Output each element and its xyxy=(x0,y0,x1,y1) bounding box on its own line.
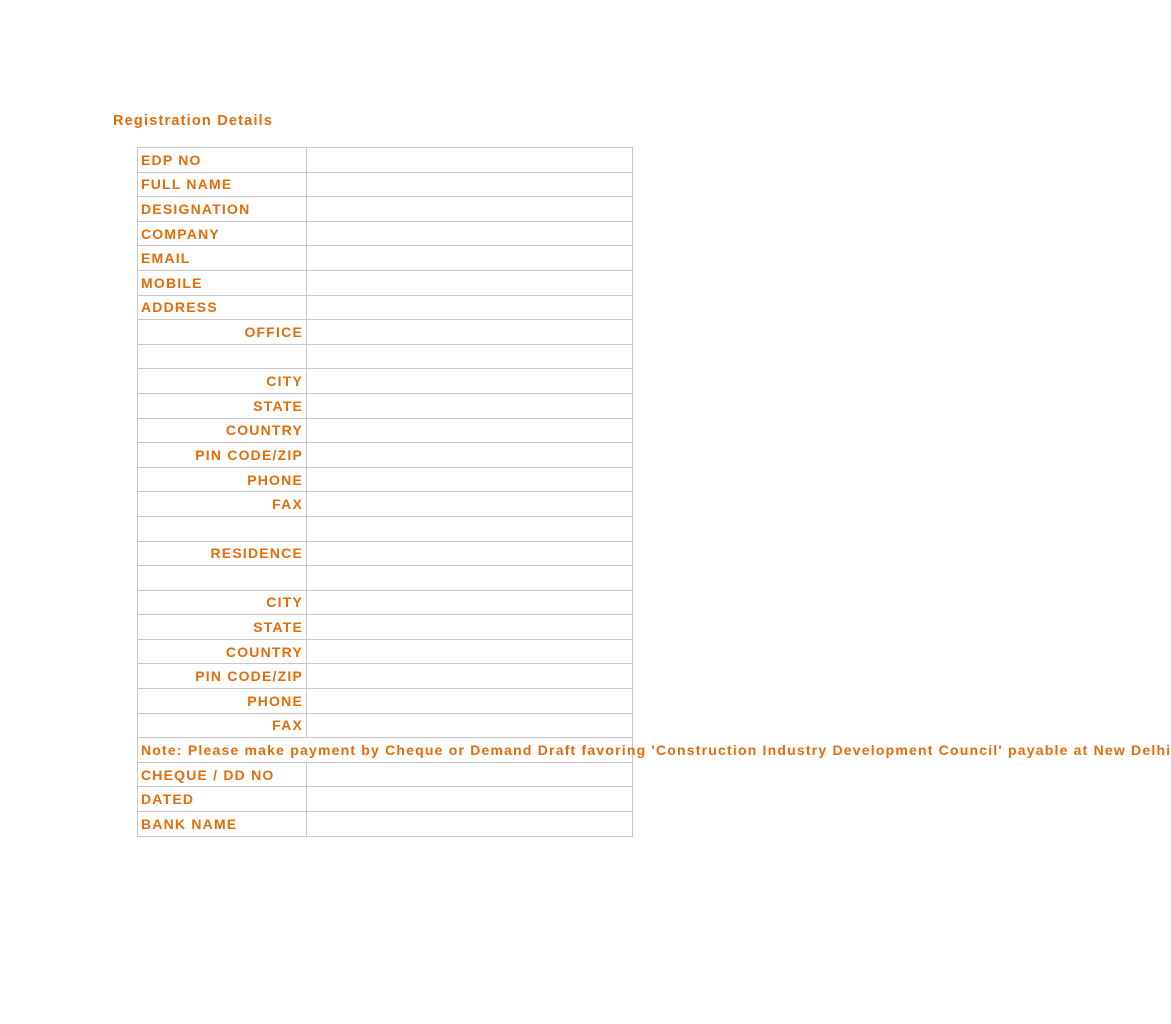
form-row-mobile xyxy=(138,270,633,295)
field-label-pin-code-zip: PIN CODE/ZIP xyxy=(138,664,307,689)
field-input-blank[interactable] xyxy=(307,516,633,541)
field-label-email: EMAIL xyxy=(138,246,307,271)
field-label-city: CITY xyxy=(138,590,307,615)
field-label-company: COMPANY xyxy=(138,221,307,246)
payment-note: Note: Please make payment by Cheque or Demand Draft favoring 'Construction Industry Development Council' payable at New Delhi xyxy=(138,738,633,763)
field-input-full-name[interactable] xyxy=(307,172,633,197)
field-label-country: COUNTRY xyxy=(138,639,307,664)
field-input-residence[interactable] xyxy=(307,541,633,566)
field-label-phone: PHONE xyxy=(138,467,307,492)
form-row-office xyxy=(138,320,633,345)
form-row-full-name xyxy=(138,172,633,197)
field-label-edp-no: EDP NO xyxy=(138,148,307,173)
field-label-bank-name: BANK NAME xyxy=(138,812,307,837)
field-input-state[interactable] xyxy=(307,615,633,640)
field-input-state[interactable] xyxy=(307,393,633,418)
form-row-pin-code-zip xyxy=(138,443,633,468)
field-input-blank[interactable] xyxy=(307,344,633,369)
registration-table-body xyxy=(138,148,1171,837)
form-row-email xyxy=(138,246,633,271)
form-row-residence xyxy=(138,541,633,566)
field-input-phone[interactable] xyxy=(307,689,633,714)
field-label-blank xyxy=(138,516,307,541)
form-row-designation xyxy=(138,197,633,222)
field-input-edp-no[interactable] xyxy=(307,148,633,173)
form-row-country xyxy=(138,639,633,664)
form-row-blank xyxy=(138,516,633,541)
form-row-phone xyxy=(138,689,633,714)
field-label-blank xyxy=(138,566,307,591)
field-label-residence: RESIDENCE xyxy=(138,541,307,566)
field-label-blank xyxy=(138,344,307,369)
form-heading: Registration Details xyxy=(113,113,274,129)
field-input-fax[interactable] xyxy=(307,713,633,738)
form-row-city xyxy=(138,590,633,615)
field-input-phone[interactable] xyxy=(307,467,633,492)
form-row-fax xyxy=(138,713,633,738)
form-row-bank-name xyxy=(138,812,633,837)
form-row-blank xyxy=(138,344,633,369)
field-input-country[interactable] xyxy=(307,639,633,664)
field-label-fax: FAX xyxy=(138,492,307,517)
form-row-edp-no xyxy=(138,148,633,173)
field-input-bank-name[interactable] xyxy=(307,812,633,837)
field-label-state: STATE xyxy=(138,615,307,640)
registration-table xyxy=(137,147,1171,837)
field-label-dated: DATED xyxy=(138,787,307,812)
field-input-country[interactable] xyxy=(307,418,633,443)
field-input-email[interactable] xyxy=(307,246,633,271)
form-row-blank xyxy=(138,566,633,591)
field-input-designation[interactable] xyxy=(307,197,633,222)
field-label-mobile: MOBILE xyxy=(138,270,307,295)
form-row-company xyxy=(138,221,633,246)
field-label-fax: FAX xyxy=(138,713,307,738)
field-label-full-name: FULL NAME xyxy=(138,172,307,197)
form-row-city xyxy=(138,369,633,394)
field-input-dated[interactable] xyxy=(307,787,633,812)
field-label-phone: PHONE xyxy=(138,689,307,714)
field-input-city[interactable] xyxy=(307,590,633,615)
form-row-pin-code-zip xyxy=(138,664,633,689)
field-input-office[interactable] xyxy=(307,320,633,345)
form-row-state xyxy=(138,393,633,418)
field-input-fax[interactable] xyxy=(307,492,633,517)
field-input-cheque-dd-no[interactable] xyxy=(307,762,633,787)
field-label-pin-code-zip: PIN CODE/ZIP xyxy=(138,443,307,468)
field-label-office: OFFICE xyxy=(138,320,307,345)
field-label-address: ADDRESS xyxy=(138,295,307,320)
form-row-dated xyxy=(138,787,633,812)
form-row-fax xyxy=(138,492,633,517)
form-row-phone xyxy=(138,467,633,492)
field-input-city[interactable] xyxy=(307,369,633,394)
form-row-country xyxy=(138,418,633,443)
field-input-pin-code-zip[interactable] xyxy=(307,664,633,689)
form-row-state xyxy=(138,615,633,640)
field-input-company[interactable] xyxy=(307,221,633,246)
field-input-address[interactable] xyxy=(307,295,633,320)
payment-note-row xyxy=(138,738,633,763)
field-label-country: COUNTRY xyxy=(138,418,307,443)
field-label-state: STATE xyxy=(138,393,307,418)
field-label-city: CITY xyxy=(138,369,307,394)
field-label-designation: DESIGNATION xyxy=(138,197,307,222)
field-label-cheque-dd-no: CHEQUE / DD NO xyxy=(138,762,307,787)
form-row-address xyxy=(138,295,633,320)
form-row-cheque-dd-no xyxy=(138,762,633,787)
field-input-blank[interactable] xyxy=(307,566,633,591)
field-input-mobile[interactable] xyxy=(307,270,633,295)
field-input-pin-code-zip[interactable] xyxy=(307,443,633,468)
